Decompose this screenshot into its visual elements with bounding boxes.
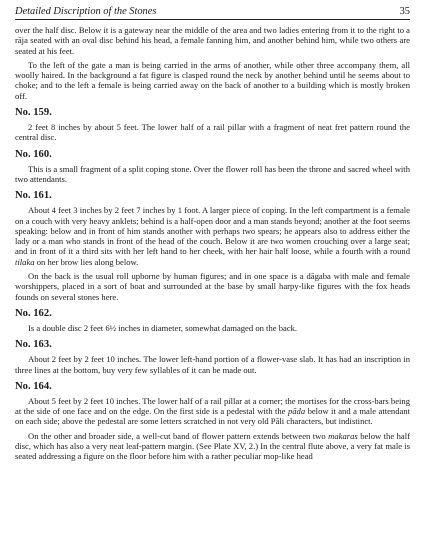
intro-paragraph-2: To the left of the gate a man is being carried in the arms of another, while other three accompany them, all woolly haired. In the background a fat figure is clasped round the neck by another behind until he seems about to choke; and to the left a female is being carried away on the back of another to a building which is mostly broken off. bbox=[15, 59, 410, 101]
page-number: 35 bbox=[399, 6, 410, 17]
entry-164-p2-text-a: On the other and broader side, a well-cut band of flower pattern extends between two bbox=[28, 430, 329, 441]
entry-164-p1-text-a: About 5 feet by 2 feet 10 inches. The lower half of a rail pillar at a corner; the mortises for the cross-bars being at the side of one face and on the edge. On the first side is a pedestal with the bbox=[15, 395, 410, 417]
entry-161-text-a: About 4 feet 3 inches by 2 feet 7 inches by 1 foot. A larger piece of coping. In the left compartment is a female on a couch with very heavy anklets; behind is a half-open door and a man stands beyond; another at the foot seems speaking: below and in front of him stands another with perhaps two spears; he appears also to address either the lady or a man who stands in front of the head of the couch. Below it are two women crouching over a large seat; and in front of it a third sits with her left hand to her cheek, with her hair half loose, while a fourth with a round bbox=[15, 205, 410, 257]
header-title: Detailed Discription of the Stones bbox=[15, 6, 157, 17]
entry-164-paragraph-1 bbox=[15, 396, 410, 427]
intro-paragraph-1: over the half disc. Below it is a gateway near the middle of the area and two ladies entering from it to the right to a rāja seated with an oval disc behind his head, a female fanning him, and another behind him, while two others are seated at his feet. bbox=[15, 25, 410, 56]
entry-heading-159: No. 159. bbox=[15, 107, 52, 119]
entry-heading-164: No. 164. bbox=[15, 380, 52, 392]
entry-164-p2-italic: makaras bbox=[328, 430, 358, 441]
entry-160-paragraph: This is a small fragment of a split coping stone. Over the flower roll has been the throne and sacred wheel with two attendants. bbox=[15, 163, 410, 184]
entry-159-paragraph: 2 feet 8 inches by about 5 feet. The lower half of a rail pillar with a fragment of neat fret pattern round the central disc. bbox=[15, 122, 410, 143]
entry-161-paragraph-2: On the back is the usual roll upborne by human figures; and in one space is a dāgaba with male and female worshippers, placed in a sort of boat and surrounded at the base by small harpy-like figures with the fox heads founds on several stones here. bbox=[15, 271, 410, 302]
entry-heading-162: No. 162. bbox=[15, 307, 52, 319]
entry-heading-161: No. 161. bbox=[15, 190, 52, 202]
entry-heading-160: No. 160. bbox=[15, 148, 52, 160]
entry-heading-163: No. 163. bbox=[15, 339, 52, 351]
entry-161-italic-term: tilaka bbox=[15, 256, 35, 267]
entry-164-paragraph-2 bbox=[15, 431, 410, 462]
entry-163-paragraph: About 2 feet by 2 feet 10 inches. The lower left-hand portion of a flower-vase slab. It has had an inscription in three lines at the bottom, buy very few syllables of it can be made out. bbox=[15, 354, 410, 375]
entry-164-p1-text-b: below it and a male attendant on each side; above the pedestal are some letters scratched in not very old Pāli characters, but indistinct. bbox=[15, 406, 410, 427]
entry-161-text-b: on her brow lies along below. bbox=[34, 256, 139, 267]
entry-164-p2-text-b: below the half disc, which has also a very neat leaf-pattern margin. (See Plate XV, 2.) In the central flute above, a very fat male is seated addressing a figure on the floor before him with a rather peculiar mop-like head bbox=[15, 430, 410, 462]
entry-161-paragraph-1 bbox=[15, 205, 410, 267]
running-header bbox=[15, 6, 410, 20]
entry-164-p1-italic: pāda bbox=[287, 406, 306, 417]
entry-162-paragraph: Is a double disc 2 feet 6½ inches in diameter, somewhat damaged on the back. bbox=[28, 322, 298, 333]
